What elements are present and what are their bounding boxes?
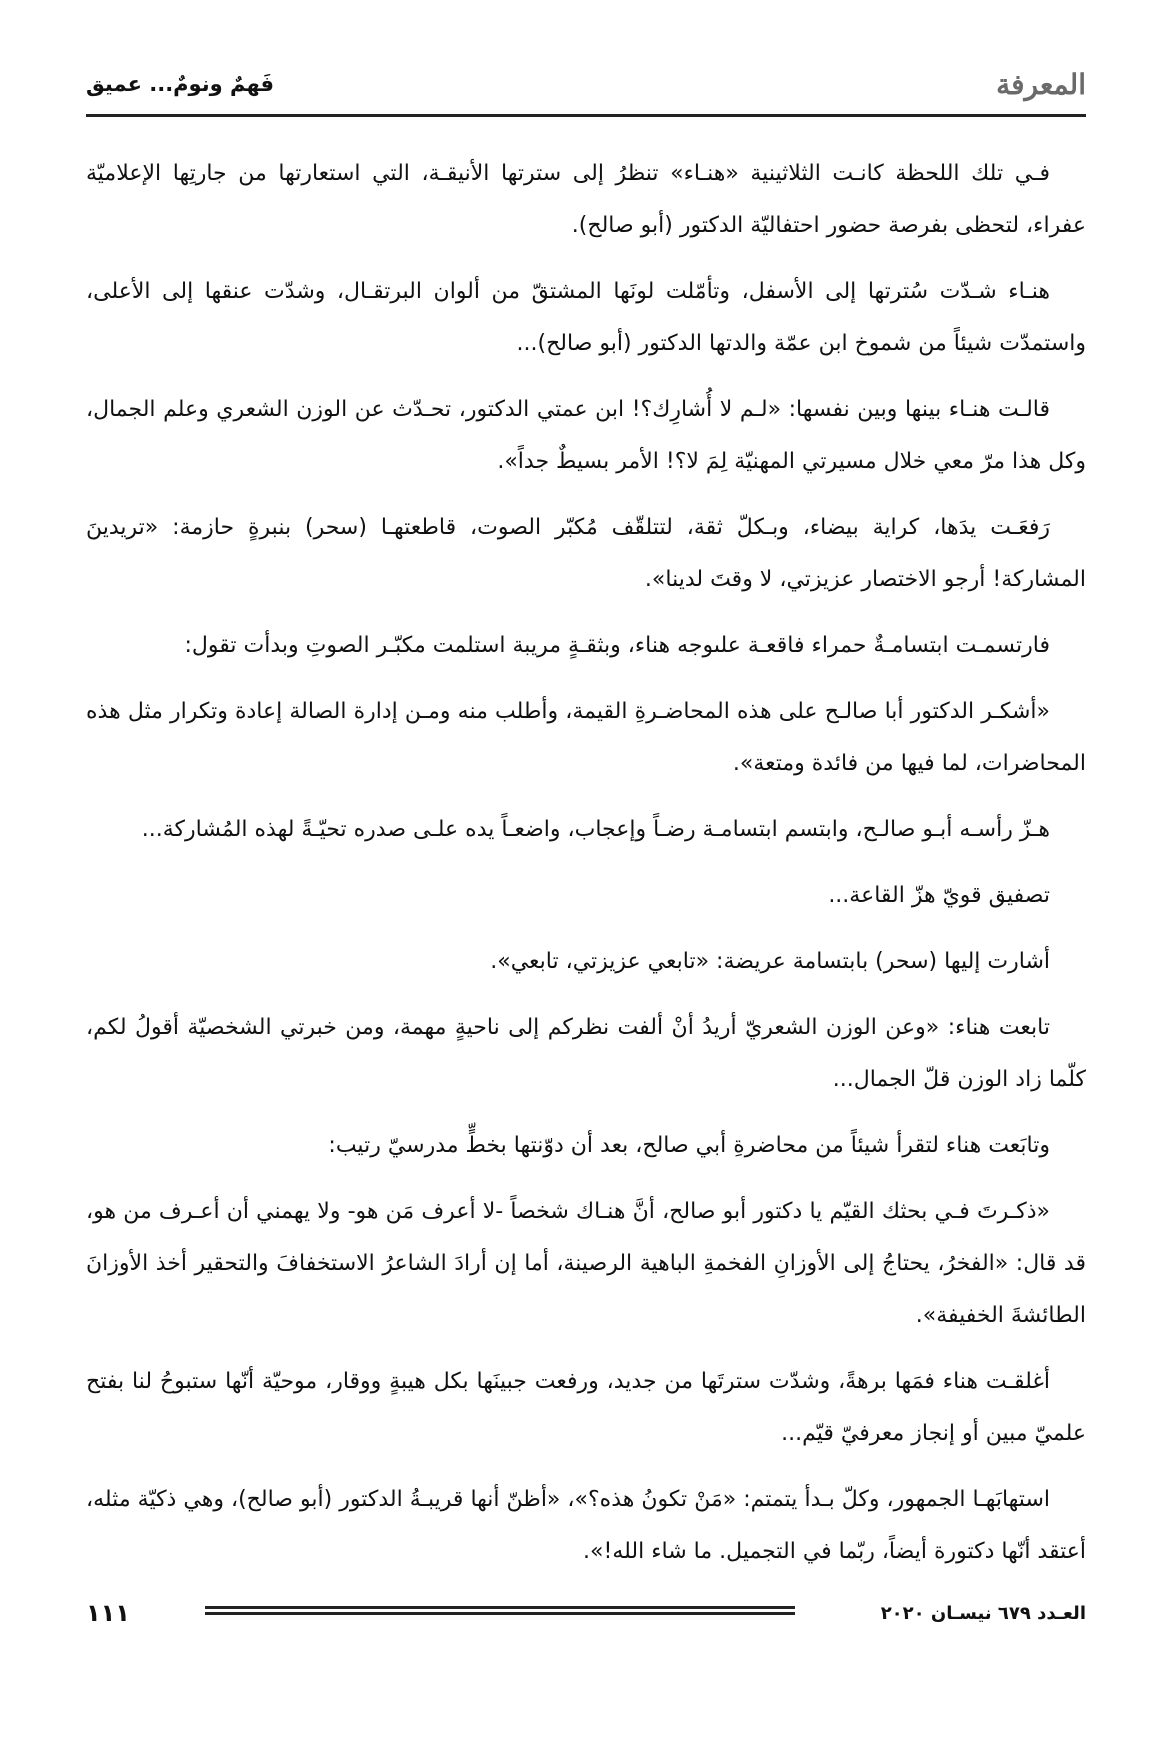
paragraph: استهابَهـا الجمهور، وكلّ بـدأ يتمتم: «مَنْ تكونُ هذه؟»، «أظنّ أنها قريبـةُ الدكتور (أبو صالح)، وهي ذكيّة مثله، أعتقد أنّها دكتورة أيضاً، ربّما في التجميل. ما شاء الله!».	[86, 1487, 1086, 1564]
paragraph: فـي تلك اللحظة كانـت الثلاثينية «هنـاء» تنظرُ إلى سترتها الأنيقـة، التي استعارتها من جارتِها الإعلاميّة عفراء، لتحظى بفرصة حضور احتفاليّة الدكتور (أبو صالح).	[86, 161, 1086, 238]
paragraph: رَفعَـت يدَها، كراية بيضاء، وبـكلّ ثقة، لتتلقّف مُكبّر الصوت، قاطعتهـا (سحر) بنبرةٍ حازمة: «تريدينَ المشاركة! أرجو الاختصار عزيزتي، لا وقتَ لدينا».	[86, 515, 1086, 592]
running-title: فَهمٌ ونومٌ... عميق	[86, 72, 275, 96]
paragraph: «أشكـر الدكتور أبا صالـح على هذه المحاضـرةِ القيمة، وأطلب منه ومـن إدارة الصالة إعادة وتكرار مثل هذه المحاضرات، لما فيها من فائدة ومتعة».	[86, 699, 1086, 776]
running-header	[86, 62, 1086, 106]
issue-info: العـدد ٦٧٩ نيسـان ٢٠٢٠	[880, 1602, 1086, 1624]
paragraph: «ذكـرتَ فـي بحثك القيّم يا دكتور أبو صالح، أنَّ هنـاك شخصاً -لا أعرف مَن هو- ولا يهمني أن أعـرف من هو، قد قال: «الفخرُ، يحتاجُ إلى الأوزانِ الفخمةِ الباهية الرصينة، أما إن أرادَ الشاعرُ الاستخفافَ والتحقير أخذ الأوزانَ الطائشةَ الخفيفة».	[86, 1199, 1086, 1328]
page-number: ١١١	[86, 1599, 130, 1627]
article-body	[86, 148, 1086, 1592]
paragraph: فارتسمـت ابتسامـةٌ حمراء فاقعـة علىوجه هناء، وبثقـةٍ مريبة استلمت مكبّـر الصوتِ وبدأت تقول:	[184, 633, 1050, 658]
header-rule	[86, 114, 1086, 117]
paragraph: هنـاء شـدّت سُترتها إلى الأسفل، وتأمّلت لونَها المشتقّ من ألوان البرتقـال، وشدّت عنقها إلى الأعلى، واستمدّت شيئاً من شموخ ابن عمّة والدتها الدكتور (أبو صالح)...	[86, 279, 1086, 356]
paragraph: قالـت هنـاء بينها وبين نفسها: «لـم لا أُشارِك؟! ابن عمتي الدكتور، تحـدّث عن الوزن الشعري وعلم الجمال، وكل هذا مرّ معي خلال مسيرتي المهنيّة لِمَ لا؟! الأمر بسيطٌ جداً».	[86, 397, 1086, 474]
footer-rule	[205, 1606, 795, 1615]
paragraph: أغلقـت هناء فمَها برهةً، وشدّت سترتَها من جديد، ورفعت جبينَها بكل هيبةٍ ووقار، موحيّة أنّها ستبوحُ لنا بفتح علميّ مبين أو إنجاز معرفيّ قيّم...	[86, 1369, 1086, 1446]
magazine-logo: المعرفة	[996, 67, 1086, 101]
paragraph: وتابَعت هناء لتقرأ شيئاً من محاضرةِ أبي صالح، بعد أن دوّنتها بخطٍّ مدرسيّ رتيب:	[328, 1133, 1050, 1158]
paragraph: تصفيق قويّ هزّ القاعة...	[828, 883, 1050, 908]
paragraph: هـزّ رأسـه أبـو صالـح، وابتسم ابتسامـة رضـاً وإعجاب، واضعـاً يده علـى صدره تحيّـةً لهذه المُشاركة...	[141, 817, 1050, 842]
paragraph: أشارت إليها (سحر) بابتسامة عريضة: «تابعي عزيزتي، تابعي».	[490, 949, 1050, 974]
paragraph: تابعت هناء: «وعن الوزن الشعريّ أريدُ أنْ ألفت نظركم إلى ناحيةٍ مهمة، ومن خبرتي الشخصيّة أقولُ لكم، كلّما زاد الوزن قلّ الجمال...	[86, 1015, 1086, 1092]
